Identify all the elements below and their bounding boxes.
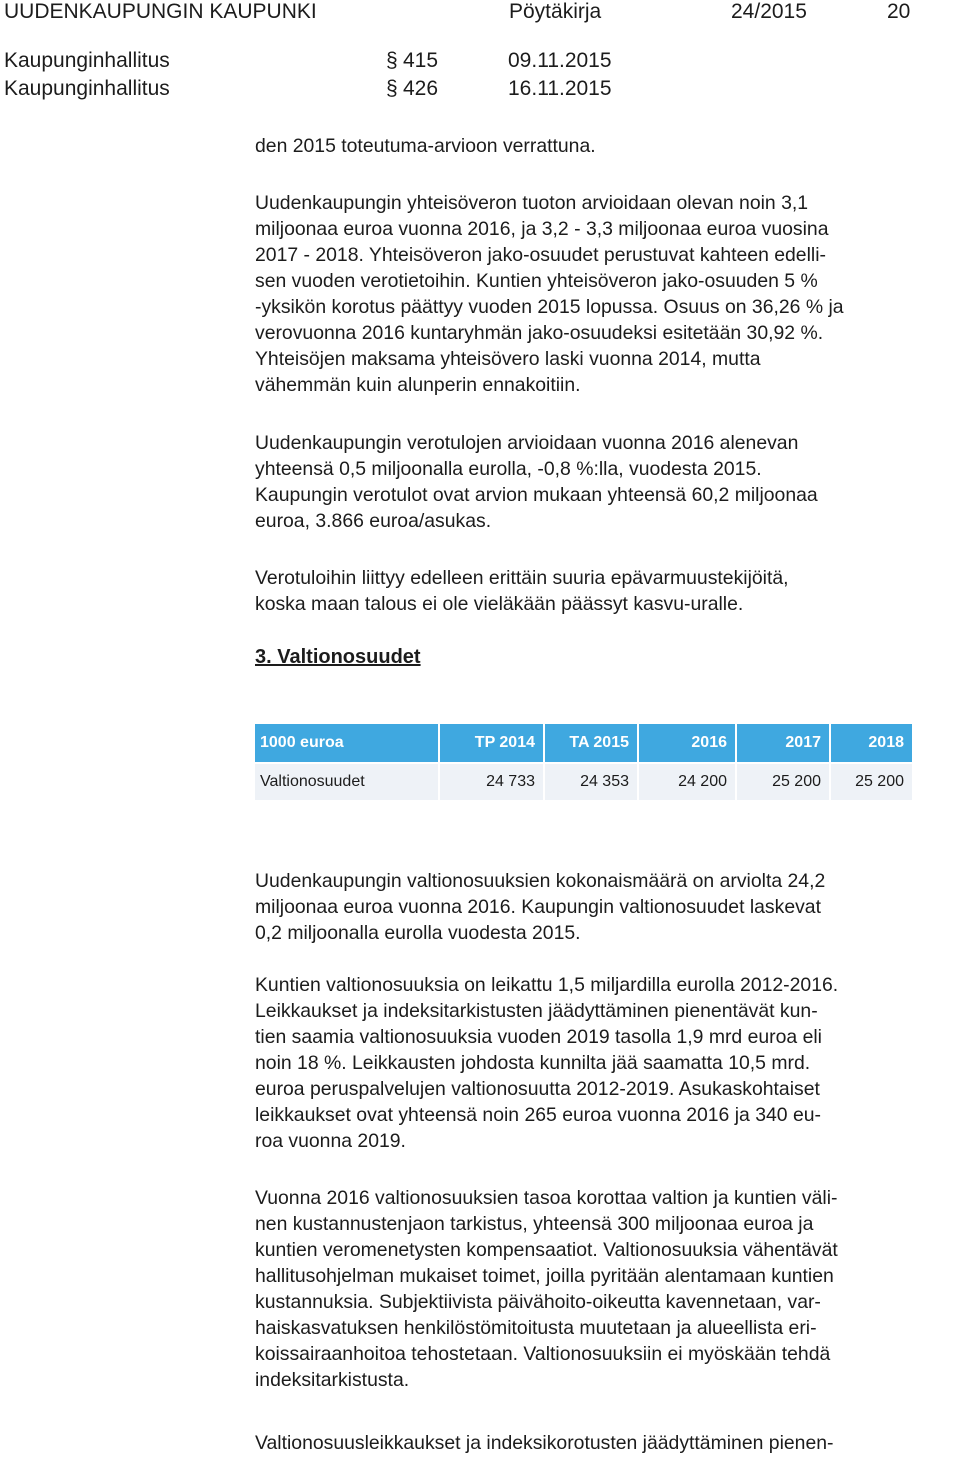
text-line: den 2015 toteutuma-arvioon verrattuna. bbox=[255, 135, 596, 157]
meeting-body: Kaupunginhallitus bbox=[4, 77, 170, 100]
table-header-row bbox=[255, 724, 912, 763]
text-line: haiskasvatuksen henkilöstömitoitusta muutetaan ja alueellista eri- bbox=[255, 1317, 817, 1339]
section-number: 415 bbox=[403, 49, 439, 72]
text-line: vähemmän kuin alunperin ennakoitiin. bbox=[255, 374, 581, 396]
table-header-ta2015: TA 2015 bbox=[544, 724, 638, 763]
paragraph-tax-revenue bbox=[255, 430, 960, 534]
table-header-2017: 2017 bbox=[736, 724, 830, 763]
page-number: 20 bbox=[887, 0, 911, 23]
document-type: Pöytäkirja bbox=[509, 0, 602, 23]
text-line: -yksikön korotus päättyy vuoden 2015 lopussa. Osuus on 36,26 % ja bbox=[255, 296, 844, 318]
table-cell: 24 353 bbox=[544, 763, 638, 800]
paragraph-subsidy-cuts bbox=[255, 972, 960, 1154]
text-line: tien saamia valtionosuuksia vuoden 2019 tasolla 1,9 mrd euroa eli bbox=[255, 1026, 822, 1048]
text-line: leikkaukset ovat yhteensä noin 265 euroa vuonna 2016 ja 340 eu- bbox=[255, 1104, 821, 1126]
text-line: koissairaanhoitoa tehostetaan. Valtionosuuksiin ei myöskään tehdä bbox=[255, 1343, 831, 1365]
text-line: koska maan talous ei ole vieläkään päässyt kasvu-uralle. bbox=[255, 593, 744, 615]
section-sign: § bbox=[386, 77, 398, 100]
state-subsidy-table bbox=[255, 724, 912, 800]
text-line: noin 18 %. Leikkausten johdosta kunnilta jää saamatta 10,5 mrd. bbox=[255, 1052, 811, 1074]
paragraph-intro bbox=[255, 133, 960, 159]
text-line: Leikkaukset ja indeksitarkistusten jäädyttäminen pienentävät kun- bbox=[255, 1000, 818, 1022]
table-cell: 25 200 bbox=[736, 763, 830, 800]
meeting-date: 09.11.2015 bbox=[508, 49, 612, 72]
text-line: hallitusohjelman mukaiset toimet, joilla pyritään alentamaan kuntien bbox=[255, 1265, 834, 1287]
paragraph-corporate-tax bbox=[255, 190, 960, 398]
text-line: nen kustannustenjaon tarkistus, yhteensä 300 miljoonaa euroa ja bbox=[255, 1213, 814, 1235]
text-line: indeksitarkistusta. bbox=[255, 1369, 410, 1391]
text-line: euroa peruspalvelujen valtionosuutta 2012-2019. Asukaskohtaiset bbox=[255, 1078, 820, 1100]
table-header-unit: 1000 euroa bbox=[255, 724, 439, 763]
text-line: Uudenkaupungin valtionosuuksien kokonaismäärä on arviolta 24,2 bbox=[255, 870, 826, 892]
table-cell-label: Valtionosuudet bbox=[255, 763, 439, 800]
text-line: Kaupungin verotulot ovat arvion mukaan yhteensä 60,2 miljoonaa bbox=[255, 484, 818, 506]
text-line: verovuonna 2016 kuntaryhmän jako-osuudeksi esitetään 30,92 %. bbox=[255, 322, 824, 344]
text-line: kuntien veromenetysten kompensaatiot. Valtionosuuksia vähentävät bbox=[255, 1239, 838, 1261]
table-header-2018: 2018 bbox=[830, 724, 912, 763]
meeting-date: 16.11.2015 bbox=[508, 77, 612, 100]
meeting-body: Kaupunginhallitus bbox=[4, 49, 170, 72]
section-heading: 3. Valtionosuudet bbox=[255, 646, 421, 668]
paragraph-2016-changes bbox=[255, 1185, 960, 1393]
document-number: 24/2015 bbox=[731, 0, 807, 23]
text-line: Vuonna 2016 valtionosuuksien tasoa korottaa valtion ja kuntien väli- bbox=[255, 1187, 838, 1209]
text-line: 0,2 miljoonalla eurolla vuodesta 2015. bbox=[255, 922, 581, 944]
table-row bbox=[255, 763, 912, 800]
text-line: Verotuloihin liittyy edelleen erittäin suuria epävarmuustekijöitä, bbox=[255, 567, 789, 589]
text-line: Kuntien valtionosuuksia on leikattu 1,5 miljardilla eurolla 2012-2016. bbox=[255, 974, 839, 996]
text-line: Valtionosuusleikkaukset ja indeksikorotusten jäädyttäminen pienen- bbox=[255, 1432, 834, 1454]
text-line: euroa, 3.866 euroa/asukas. bbox=[255, 510, 492, 532]
organization-name: UUDENKAUPUNGIN KAUPUNKI bbox=[4, 0, 317, 23]
table-header-tp2014: TP 2014 bbox=[439, 724, 544, 763]
section-number: 426 bbox=[403, 77, 439, 100]
text-line: Yhteisöjen maksama yhteisövero laski vuonna 2014, mutta bbox=[255, 348, 761, 370]
table-cell: 24 733 bbox=[439, 763, 544, 800]
text-line: roa vuonna 2019. bbox=[255, 1130, 406, 1152]
text-line: Uudenkaupungin verotulojen arvioidaan vuonna 2016 alenevan bbox=[255, 432, 799, 454]
text-line: miljoonaa euroa vuonna 2016, ja 3,2 - 3,3 miljoonaa euroa vuosina bbox=[255, 218, 829, 240]
text-line: Uudenkaupungin yhteisöveron tuoton arvioidaan olevan noin 3,1 bbox=[255, 192, 809, 214]
text-line: miljoonaa euroa vuonna 2016. Kaupungin valtionosuudet laskevat bbox=[255, 896, 821, 918]
table-header-2016: 2016 bbox=[638, 724, 736, 763]
section-sign: § bbox=[386, 49, 398, 72]
table-cell: 24 200 bbox=[638, 763, 736, 800]
text-line: sen vuoden verotietoihin. Kuntien yhteisöveron jako-osuuden 5 % bbox=[255, 270, 818, 292]
paragraph-continuation bbox=[255, 1430, 960, 1456]
paragraph-subsidy-total bbox=[255, 868, 960, 946]
text-line: yhteensä 0,5 miljoonalla eurolla, -0,8 %:lla, vuodesta 2015. bbox=[255, 458, 762, 480]
text-line: kustannuksia. Subjektiivista päivähoito-oikeutta kavennetaan, var- bbox=[255, 1291, 821, 1313]
table-cell: 25 200 bbox=[830, 763, 912, 800]
paragraph-uncertainty bbox=[255, 565, 960, 617]
text-line: 2017 - 2018. Yhteisöveron jako-osuudet perustuvat kahteen edelli- bbox=[255, 244, 826, 266]
